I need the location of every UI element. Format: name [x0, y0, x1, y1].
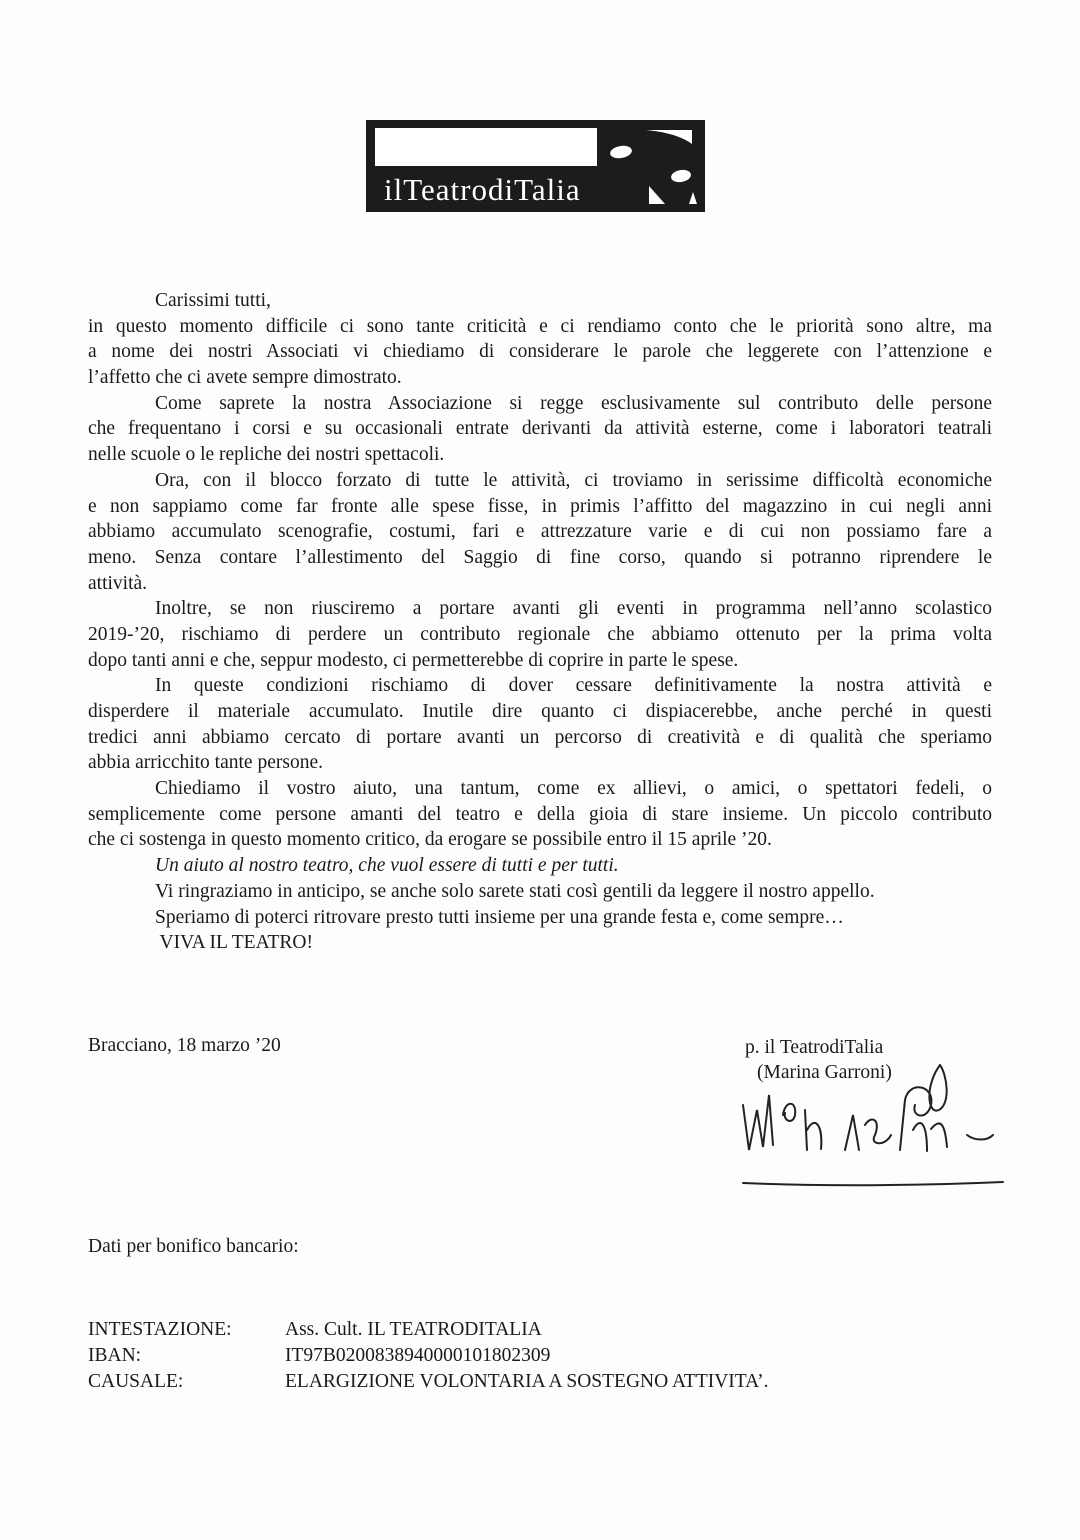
- paragraph-line: Ora, con il blocco forzato di tutte le attività, ci troviamo in serissime difficoltà economiche: [155, 469, 992, 491]
- bank-label: IBAN:: [88, 1345, 142, 1366]
- date-place: Bracciano, 18 marzo ’20: [88, 1035, 281, 1056]
- greeting: Carissimi tutti,: [155, 290, 271, 311]
- letter-body: [88, 288, 992, 956]
- closing-line: VIVA IL TEATRO!: [155, 932, 313, 954]
- paragraph: [88, 391, 992, 468]
- bank-row-intestazione: [88, 1317, 768, 1343]
- bank-row-iban: [88, 1343, 768, 1369]
- bank-value: ELARGIZIONE VOLONTARIA A SOSTEGNO ATTIVITA’.: [285, 1371, 769, 1392]
- bank-label: CAUSALE:: [88, 1371, 184, 1392]
- hope-line: Speriamo di poterci ritrovare presto tutti insieme per una grande festa e, come sempre…: [155, 906, 844, 928]
- signature-for: p. il TeatrodiTalia: [745, 1037, 884, 1058]
- bank-row-causale: [88, 1369, 768, 1395]
- paragraph-line: dopo tanti anni e che, seppur modesto, ci permetterebbe di coprire in parte le spese.: [88, 649, 739, 671]
- paragraph-line: Come saprete la nostra Associazione si regge esclusivamente sul contributo delle persone: [155, 392, 992, 414]
- signature-name: (Marina Garroni): [757, 1062, 892, 1083]
- paragraph-line: disperdere il materiale accumulato. Inutile dire quanto ci dispiacerebbe, anche perché in questi: [88, 701, 992, 722]
- paragraph: [88, 468, 992, 596]
- paragraph-line: 2019-’20, rischiamo di perdere un contributo regionale che abbiamo ottenuto per la prima volta: [88, 623, 992, 645]
- paragraph-line: a nome dei nostri Associati vi chiediamo di considerare le parole che leggerete con l’attenzione e: [88, 341, 992, 363]
- paragraph-line: abbia arricchito tante persone.: [88, 752, 323, 774]
- paragraph-line: abbiamo accumulato scenografie, costumi, fari e attrezzature varie e di cui non possiamo fare a: [88, 521, 992, 543]
- paragraph-line: e non sappiamo come far fronte alle spese fisse, in primis l’affitto del magazzino in cui negli anni: [88, 495, 992, 517]
- motto: Un aiuto al nostro teatro, che vuol essere di tutti e per tutti.: [155, 855, 619, 877]
- bank-details-title: Dati per bonifico bancario:: [88, 1236, 299, 1257]
- paragraph-line: Chiediamo il vostro aiuto, una tantum, come ex allievi, o amici, o spettatori fedeli, o: [155, 778, 992, 800]
- bank-label: INTESTAZIONE:: [88, 1319, 232, 1340]
- paragraph-line: l’affetto che ci avete sempre dimostrato.: [88, 367, 402, 389]
- handwritten-signature: [735, 1055, 1080, 1195]
- bank-value: IT97B0200838940000101802309: [285, 1345, 551, 1366]
- bank-details: [88, 1317, 768, 1395]
- paragraph-line: Inoltre, se non riusciremo a portare avanti gli eventi in programma nell’anno scolastico: [155, 598, 992, 620]
- paragraph: [88, 776, 992, 853]
- paragraph-line: tredici anni abbiamo cercato di portare avanti un percorso di creatività e di qualità che speriamo: [88, 726, 992, 748]
- paragraph-line: In queste condizioni rischiamo di dover cessare definitivamente la nostra attività e: [155, 675, 992, 697]
- paragraph-line: che frequentano i corsi e su occasionali entrate derivanti da attività esterne, come i laboratori teatrali: [88, 418, 992, 440]
- paragraph-line: semplicemente come persone amanti del teatro e della gioia di stare insieme. Un piccolo contributo: [88, 803, 992, 825]
- theatre-mask-icon: [581, 120, 705, 212]
- bank-value: Ass. Cult. IL TEATRODITALIA: [285, 1319, 542, 1340]
- paragraph: [88, 314, 992, 391]
- paragraph: [88, 673, 992, 776]
- paragraph: [88, 596, 992, 673]
- paragraph-line: in questo momento difficile ci sono tante criticità e ci rendiamo conto che le priorità sono altre, ma: [88, 315, 992, 337]
- thanks-line: Vi ringraziamo in anticipo, se anche solo sarete stati così gentili da leggere il nostro appello.: [155, 880, 875, 902]
- paragraph-line: attività.: [88, 572, 148, 594]
- paragraph-line: nelle scuole o le repliche dei nostri spettacoli.: [88, 444, 445, 466]
- logo-text: ilTeatrodiTalia: [384, 172, 581, 207]
- paragraph-line: che ci sostenga in questo momento critico, da erogare se possibile entro il 15 aprile ’20.: [88, 829, 772, 851]
- paragraph-line: meno. Senza contare l’allestimento del Saggio di fine corso, quando si potranno riprendere le: [88, 546, 992, 568]
- logo-white-bar: [375, 128, 597, 166]
- logo: [366, 120, 705, 212]
